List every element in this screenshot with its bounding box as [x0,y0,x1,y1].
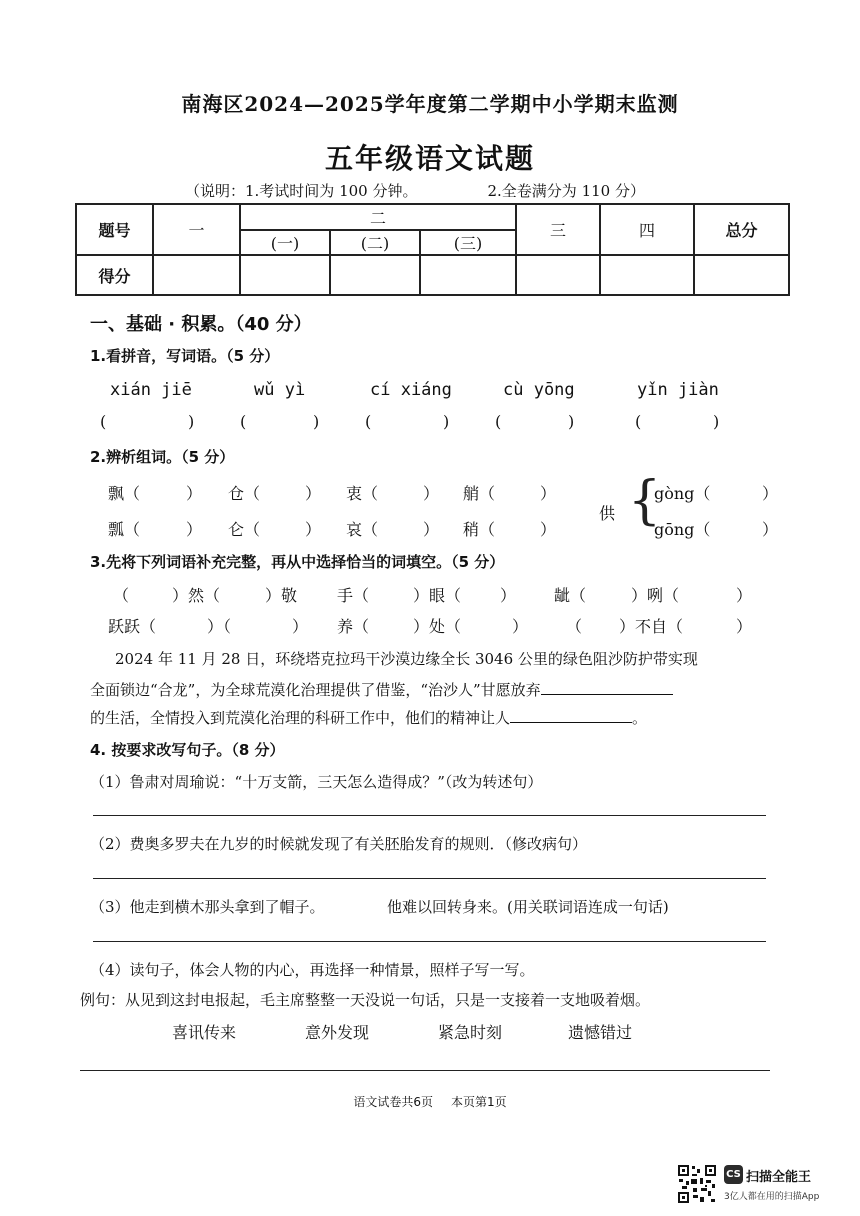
q3-row1-part-9: ） [736,586,753,605]
q3-passage-end: 。 [632,709,648,727]
header-part-4: 四 [600,204,694,255]
q4-option-2: 意外发现 [305,1023,370,1042]
q2-row1-item-4: 艄（ [463,484,496,503]
q2-row2-item-3: 哀（ [346,520,379,539]
q2-row1-close-2: ） [305,484,322,503]
q3-row1-part-7: 龇（ [554,586,587,605]
q4-answer-line-1[interactable] [93,815,766,816]
q2-row1-close-3: ） [423,484,440,503]
q1-answer-close-3: ) [443,412,450,431]
header-part-3: 三 [516,204,600,255]
q4-sentence-2: （2）费奥多罗夫在九岁的时候就发现了有关胚胎发育的规则．（修改病句） [90,835,588,853]
footer-total-pages: 语文试卷共6页 [353,1095,433,1109]
q3-passage-line-3 [90,707,647,728]
q3-row2-part-8: ）不自（ [619,617,684,636]
q3-row2-part-9: ） [736,617,753,636]
score-cell-2-2[interactable] [330,255,420,295]
score-cell-3[interactable] [516,255,600,295]
q1-pinyin-2: wǔ yì [254,380,306,400]
score-cell-1[interactable] [153,255,240,295]
q4-example: 例句：从见到这封电报起，毛主席整整一天没说一句话，只是一支接着一支地吸着烟。 [80,991,651,1009]
q2-row2-close-2: ） [305,520,322,539]
qr-code-icon [677,1164,717,1204]
camscanner-name: 扫描全能王 [746,1170,812,1185]
q3-row1-part-2: ）然（ [172,586,221,605]
q2-row1-close-1: ） [186,484,203,503]
q2-title: 2.辨析组词。（5 分） [90,448,235,466]
q3-passage-text-3: 的生活，全情投入到荒漠化治理的科研工作中，他们的精神让人 [90,709,511,727]
q3-row1-part-1: （ [113,586,130,605]
q1-pinyin-3: cí xiáng [370,380,452,400]
q1-answer-close-5: ) [713,412,720,431]
header-part-1: 一 [153,204,240,255]
q4-option-4: 遗憾错过 [568,1023,633,1042]
q1-pinyin-5: yǐn jiàn [637,380,719,400]
header-part-2-sub-3: (三) [420,230,516,255]
q2-row1-item-2: 仓（ [228,484,261,503]
q3-row2-part-7: （ [566,617,583,636]
q1-answer-open-2: ( [240,412,247,431]
q2-row2-item-4: 稍（ [463,520,496,539]
q1-pinyin-4: cù yōng [503,380,575,400]
q1-answer-open-4: ( [495,412,502,431]
exam-instructions [185,180,645,201]
score-table [75,203,790,296]
q3-passage-line-1: 2024 年 11 月 28 日，环绕塔克拉玛干沙漠边缘全长 3046 公里的绿色阻沙防护带实现 [115,650,698,668]
q4-answer-line-4[interactable] [80,1070,770,1071]
q2-row1-close-4: ） [540,484,557,503]
q1-answer-close-4: ) [568,412,575,431]
page-footer [0,1093,860,1110]
q4-sentence-1: （1）鲁肃对周瑜说：“十万支箭，三天怎么造得成？”（改为转述句） [90,773,543,791]
q3-passage-line-2 [90,679,673,700]
q2-row2-item-1: 瓢（ [108,520,141,539]
header-tihao: 题号 [76,204,153,255]
q3-row2-part-3: ） [292,617,309,636]
footer-page-number: 本页第1页 [451,1095,507,1109]
q3-row2-part-2: ）（ [207,617,232,636]
header-part-2-sub-2: (二) [330,230,420,255]
camscanner-logo-icon: CS [724,1165,743,1184]
q4-title: 4. 按要求改写句子。（8 分） [90,741,285,759]
q4-sentence-3a: （3）他走到横木那头拿到了帽子。 [90,898,325,916]
q3-row1-part-6: ） [500,586,517,605]
camscanner-slogan: 3亿人都在用的扫描App [724,1192,820,1202]
q4-sentence-3b: 他难以回转身来。(用关联词语连成一句话) [387,898,669,916]
q2-row1-item-1: 飘（ [108,484,141,503]
score-cell-total[interactable] [694,255,789,295]
row-score-label: 得分 [76,255,153,295]
q1-answer-close-2: ) [313,412,320,431]
score-cell-4[interactable] [600,255,694,295]
q3-blank-2[interactable] [510,721,632,723]
q3-blank-1[interactable] [541,693,673,695]
q3-row1-part-8: ）咧（ [631,586,680,605]
section-1-heading: 一、基础 · 积累。（40 分） [90,314,312,335]
q3-row1-part-3: ）敬 [265,586,298,605]
q1-title: 1.看拼音，写词语。（5 分） [90,347,280,365]
q4-answer-line-3[interactable] [93,941,766,942]
q2-row1-item-3: 衷（ [346,484,379,503]
q3-passage-text-2: 全面锁边“合龙”，为全球荒漠化治理提供了借鉴，“治沙人”甘愿放弃 [90,681,541,699]
exam-subtitle: 五年级语文试题 [324,142,535,175]
q2-gong-reading-1: gòng（ [654,484,711,503]
q2-row2-close-4: ） [540,520,557,539]
header-part-2-sub-1: (一) [240,230,330,255]
q2-gong-reading-2: gōng（ [654,520,711,539]
instruction-score: 2.全卷满分为 110 分） [487,182,645,200]
q2-gong-close-2: ） [762,520,779,539]
q3-row2-part-5: ）处（ [413,617,462,636]
header-total: 总分 [694,204,789,255]
q4-sentence-4: （4）读句子，体会人物的内心，再选择一种情景，照样子写一写。 [90,961,535,979]
left-brace-icon: { [628,471,662,531]
q3-row2-part-6: ） [512,617,529,636]
q3-row2-part-1: 跃跃（ [108,617,157,636]
q3-title: 3.先将下列词语补充完整，再从中选择恰当的词填空。（5 分） [90,553,505,571]
q2-row2-close-3: ） [423,520,440,539]
q2-gong-close-1: ） [762,484,779,503]
q3-row2-part-4: 养（ [337,617,370,636]
q3-row1-part-5: ）眼（ [413,586,462,605]
q4-option-1: 喜讯传来 [172,1023,237,1042]
q1-pinyin-1: xián jiē [110,380,192,400]
score-cell-2-1[interactable] [240,255,330,295]
q4-answer-line-2[interactable] [93,878,766,879]
q1-answer-close-1: ) [188,412,195,431]
q2-polyphone-char: 供 [599,504,616,523]
q1-answer-open-3: ( [365,412,372,431]
q2-row2-item-2: 仑（ [228,520,261,539]
q4-option-3: 紧急时刻 [438,1023,503,1042]
exam-title: 南海区2024—2025学年度第二学期中小学期末监测 [181,92,679,116]
q3-row1-part-4: 手（ [337,586,370,605]
header-part-2: 二 [240,204,516,230]
instruction-time: （说明：1.考试时间为 100 分钟。 [185,182,418,200]
q1-answer-open-5: ( [635,412,642,431]
q1-answer-open-1: ( [100,412,107,431]
score-cell-2-3[interactable] [420,255,516,295]
q2-row2-close-1: ） [186,520,203,539]
